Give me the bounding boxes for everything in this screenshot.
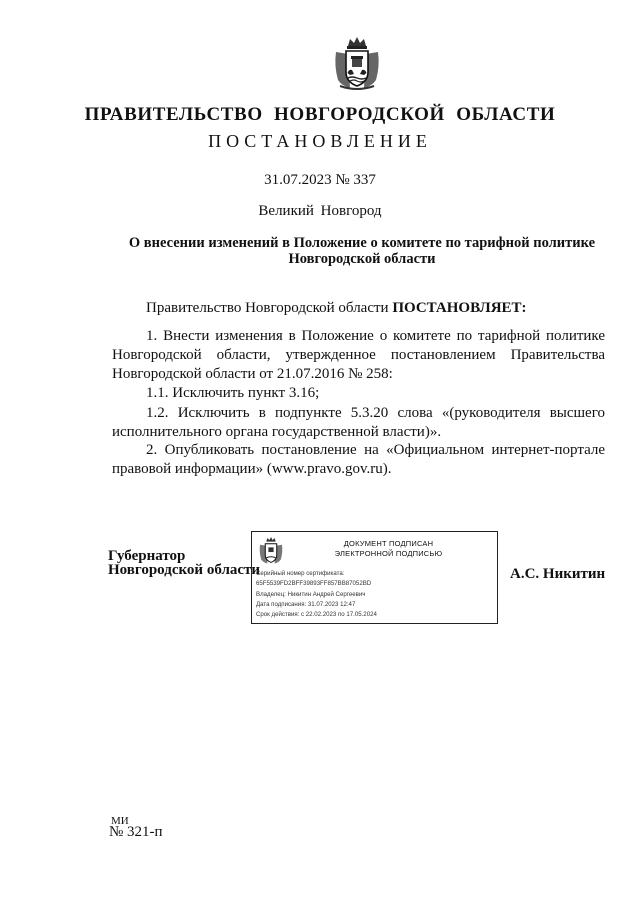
stamp-serial-value: 65F5539FD2BFF39893FF857BB87052BD: [256, 580, 372, 588]
stamp-owner: Владелец: Никитин Андрей Сергеевич: [256, 590, 366, 598]
item-1-text: 1. Внести изменения в Положение о комитете по тарифной политике Новгородской области, утвержденное постановлением Правительства Новгородской области от 21.07.2016 № 258:: [112, 328, 605, 382]
signatory-name: А.С. Никитин: [510, 566, 606, 582]
executor-initials: МИ: [111, 815, 129, 827]
stamp-title-line1: ДОКУМЕНТ ПОДПИСАН: [343, 539, 434, 548]
coat-of-arms-icon: [332, 36, 382, 92]
signatory-position-line2: Новгородской области: [108, 562, 261, 578]
stamp-details: [256, 569, 377, 620]
stamp-serial-label: Серийный номер сертификата:: [256, 570, 345, 577]
document-date-number: 31.07.2023 № 337: [264, 172, 376, 188]
electronic-signature-stamp: [251, 531, 498, 624]
stamp-signed-date: Дата подписания: 31.07.2023 12:47: [256, 600, 356, 608]
organization-title: ПРАВИТЕЛЬСТВО НОВГОРОДСКОЙ ОБЛАСТИ: [84, 104, 556, 125]
paragraph-item-2: [112, 441, 605, 479]
stamp-coat-of-arms-icon: [258, 536, 284, 566]
decree-word: ПОСТАНОВЛЯЕТ:: [392, 300, 527, 316]
decree-line: [112, 299, 639, 318]
stamp-title: [288, 539, 489, 559]
stamp-title-line2: ЭЛЕКТРОННОЙ ПОДПИСЬЮ: [334, 549, 443, 558]
paragraph-item-1-1: 1.1. Исключить пункт 3.16;: [146, 385, 320, 401]
signatory-position-line1: Губернатор: [108, 548, 186, 564]
paragraph-item-1-2: [112, 404, 605, 442]
decree-lead: Правительство Новгородской области: [146, 300, 389, 316]
stamp-validity: Срок действия: с 22.02.2023 по 17.05.2024: [256, 611, 377, 619]
signatory-position: [108, 549, 260, 577]
document-type: ПОСТАНОВЛЕНИЕ: [208, 131, 432, 151]
paragraph-item-1: [112, 327, 605, 384]
item-2-text: 2. Опубликовать постановление на «Официальном интернет-портале правовой информации» (www.pravo.gov.ru).: [112, 442, 605, 477]
registration-number: № 321-п: [109, 824, 163, 840]
document-city: Великий Новгород: [258, 203, 382, 219]
document-subject: О внесении изменений в Положение о комитете по тарифной политике Новгородской области: [128, 235, 596, 267]
item-1-2-text: 1.2. Исключить в подпункте 5.3.20 слова «(руководителя высшего исполнительного органа государственной власти)».: [112, 405, 605, 440]
